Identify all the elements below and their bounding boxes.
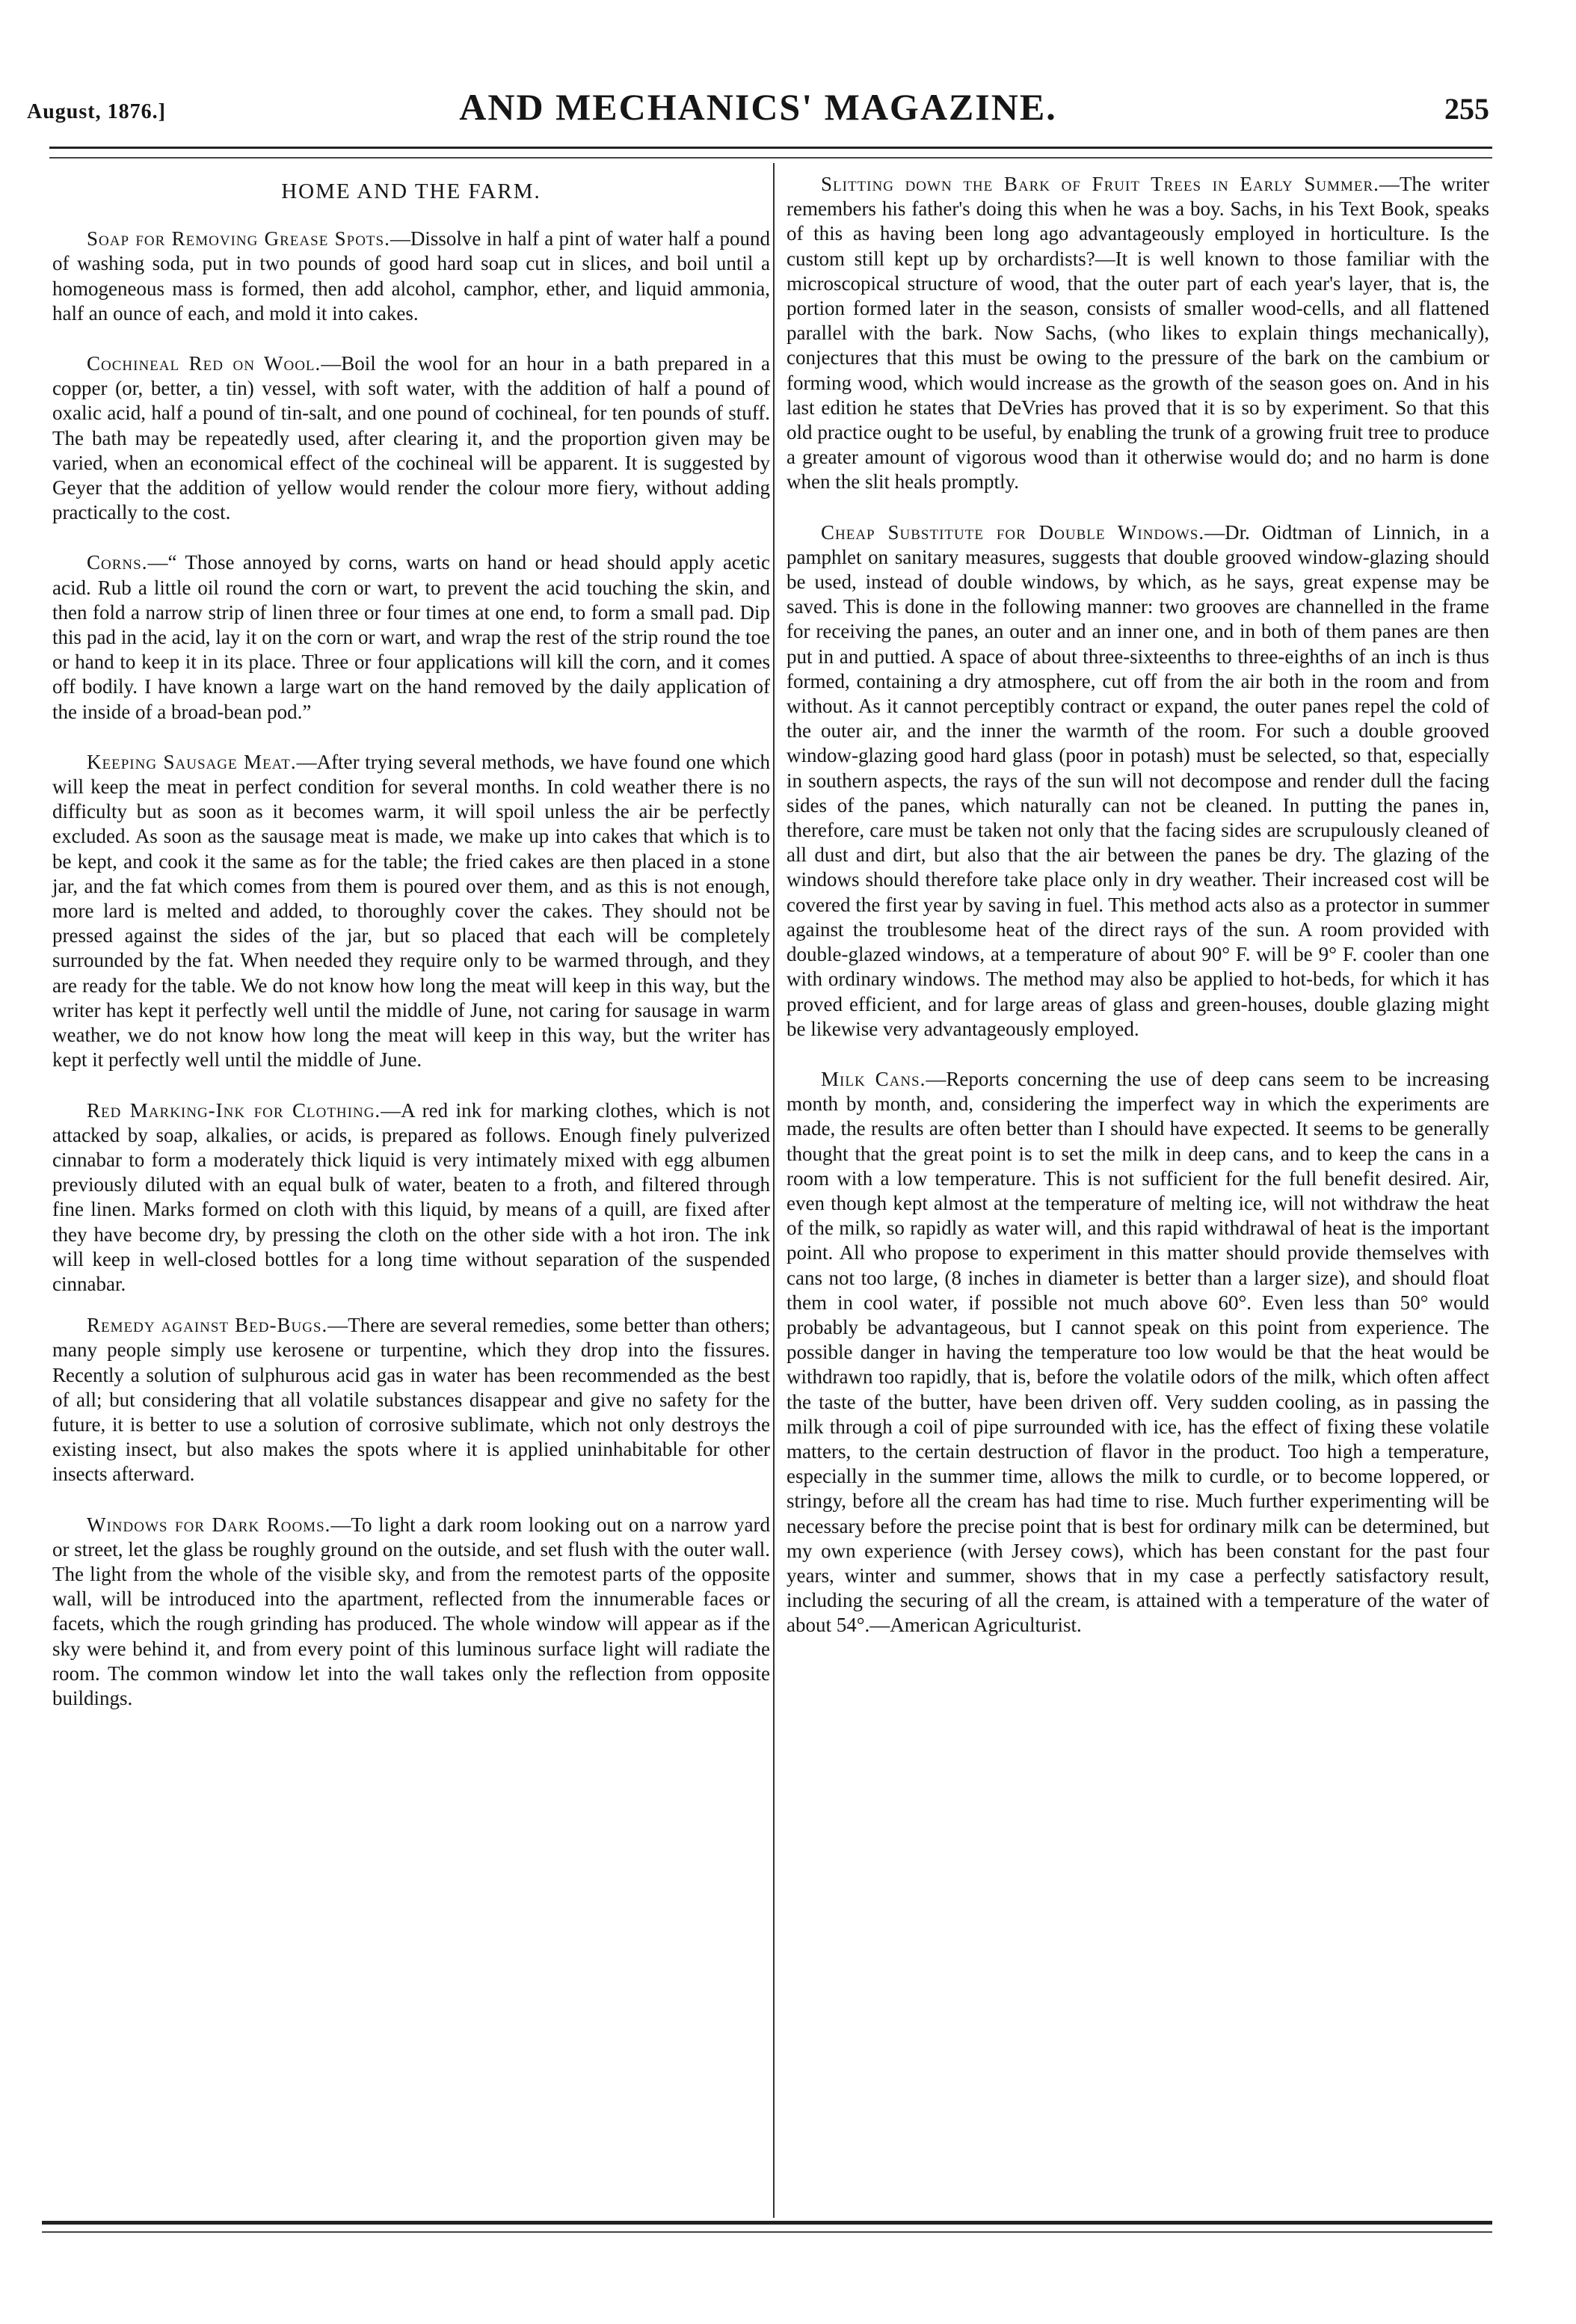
- page-header: [27, 81, 1489, 133]
- left-column: [52, 172, 770, 1736]
- column-divider: [773, 163, 775, 2218]
- article-body: —Dr. Oidtman of Linnich, in a pamphlet on sanitary measures, suggests that double grooved window-glazing should be used, instead of double windows, by which, as he says, great expense may be saved. This is done in the following manner: two grooves are channelled in the frame for receiving the panes, an outer and an inner one, and in both of them panes are then put in and puttied. A space of about three-sixteenths to three-eighths of an inch is thus formed, containing a dry atmosphere, cut off from the air both in the room and from without. As it cannot perceptibly contract or expand, the outer panes repel the cold of the outer air, and the inner the warmth of the room. For such a double grooved window-glazing good hard glass (poor in potash) must be selected, so that, especially in southern aspects, the rays of the sun will not decompose and render dull the facing sides of the panes, which naturally can not be cleaned. In putting the panes in, therefore, care must be taken not only that the facing sides are scrupulously cleaned of all dust and dirt, but also that the air between the panes be dry. The glazing of the windows should therefore take place only in dry weather. Their increased cost will be covered the first year by saving in fuel. This method acts also as a protector in summer against the troublesome heat of the direct rays of the sun. A room provided with double-glazed windows, at a temperature of about 90° F. will be 9° F. cooler than one with ordinary windows. The method may also be applied to hot-beds, for which it has proved efficient, and for large areas of glass and green-houses, double glazing might be likewise very advantageously employed.: [787, 520, 1489, 1040]
- article-cochineal: [52, 351, 770, 525]
- article-lead: Milk Cans.: [821, 1067, 926, 1090]
- article-lead: Corns.: [87, 551, 148, 574]
- bottom-rule: [42, 2221, 1492, 2225]
- article-body: —Dissolve in half a pint of water half a pound of washing soda, put in two pounds of good hard soap cut in slices, and boil until a homogeneous mass is formed, then add alcohol, camphor, ether, and liquid ammonia, half an ounce of each, and mold it into cakes.: [52, 227, 770, 325]
- article-dark-rooms: [52, 1513, 770, 1712]
- magazine-title: AND MECHANICS' MAGAZINE.: [459, 86, 1057, 128]
- article-lead: Remedy against Bed-Bugs.: [87, 1314, 328, 1337]
- article-lead: Cochineal Red on Wool.: [87, 352, 321, 375]
- article-lead: Soap for Removing Grease Spots.: [87, 227, 390, 250]
- right-column: [787, 172, 1489, 1664]
- article-double-windows: [787, 520, 1489, 1042]
- article-body: —To light a dark room looking out on a narrow yard or street, let the glass be roughly ground on the outside, and set flush with the outer wall. The light from the whole of the visible sky, and from the remotest parts of the opposite wall, will be introduced into the apartment, reflected from the innumerable faces or facets, which the rough grinding has produced. The whole window will appear as if the sky were behind it, and from every point of this luminous surface light will radiate the room. The common window let into the wall takes only the reflection from opposite buildings.: [52, 1513, 770, 1709]
- article-soap: [52, 227, 770, 326]
- article-body: —Boil the wool for an hour in a bath prepared in a copper (or, better, a tin) vessel, with soft water, with the addition of half a pound of oxalic acid, half a pound of tin-salt, and one pound of cochineal, for ten pounds of stuff. The bath may be repeatedly used, after clearing it, and the proportion given may be varied, when an economical effect of the cochineal will be apparent. It is suggested by Geyer that the addition of yellow would render the colour more fiery, without adding practically to the cost.: [52, 352, 770, 524]
- article-lead: Cheap Substitute for Double Windows.: [821, 520, 1205, 544]
- article-corns: [52, 550, 770, 724]
- article-marking-ink: [52, 1098, 770, 1297]
- article-lead: Red Marking-Ink for Clothing.: [87, 1098, 381, 1122]
- article-body: —There are several remedies, some better than others; many people simply use kerosene or turpentine, which they drop into the fissures. Recently a solution of sulphurous acid gas in water has been recommended as the best of all; but considering that all volatile substances disappear and give no safety for the future, it is better to use a solution of corrosive sublimate, which not only destroys the existing insect, but also makes the spots where it is applied uninhabitable for other insects afterward.: [52, 1314, 770, 1486]
- article-lead: Keeping Sausage Meat.: [87, 750, 297, 773]
- article-body: —A red ink for marking clothes, which is not attacked by soap, alkalies, or acids, is prepared as follows. Enough finely pulverized cinnabar to form a moderately thick liquid is very intimately mixed with egg albumen previously diluted with an equal bulk of water, beaten to a froth, and filtered through fine linen. Marks formed on cloth with this liquid, by means of a quill, are fixed after they have become dry, by pressing the cloth on the other side with a hot iron. The ink will keep in well-closed bottles for a long time without separation of the suspended cinnabar.: [52, 1098, 770, 1295]
- article-body: —The writer remembers his father's doing this when he was a boy. Sachs, in his Text Book, speaks of this as having been long ago advantageously employed in horticulture. Is the custom still kept up by orchardists?—It is well known to those familiar with the microscopical structure of wood, that the outer part of each year's layer, that is, the portion formed later in the season, consists of smaller wood-cells, and all flattened parallel with the bark. Now Sachs, (who likes to explain things mechanically), conjectures that this must be owing to the pressure of the bark on the cambium or forming wood, which would increase as the growth of the season goes on. And in his last edition he states that DeVries has proved that it is so by experiment. So that this old practice ought to be useful, by enabling the trunk of a growing fruit tree to produce a greater amount of vigorous wood than it otherwise would do; and no harm is done when the slit heals promptly.: [787, 173, 1489, 494]
- article-body: —Reports concerning the use of deep cans seem to be increasing month by month, and, considering the imperfect way in which the experiments are made, the results are often better than I should have expected. It seems to be generally thought that the great point is to set the milk in deep cans, and to keep the cans in a room with a low temperature. This is not sufficient for the full benefit desired. Air, even though kept almost at the temperature of melting ice, will not withdraw the heat of the milk, so rapidly as water will, and this rapid withdrawal of heat is the important point. All who propose to experiment in this matter should provide themselves with cans not too large, (8 inches in diameter is better than a larger size), and should float them in cool water, if possible not much above 60°. Even less than 50° would probably be advantageous, but I cannot speak on this point from experience. The possible danger in having the temperature too low would be that the heat would be withdrawn too rapidly, that is, before the volatile odors of the milk, which often affect the taste of the butter, have been driven off. Very sudden cooling, as in passing the milk through a coil of pipe surrounded with ice, has the effect of fixing these volatile matters, to the certain destruction of flavor in the product. Too high a temperature, especially in the summer time, allows the milk to curdle, or to become loppered, or stringy, before all the cream has had time to rise. Much further experimenting will be necessary before the precise point that is best for ordinary milk can be determined, but my own experience (with Jersey cows), which has been constant for the past four years, winter and summer, shows that in my case a perfectly satisfactory result, including the securing of all the cream, is attained with a temperature of the water of about 54°.—American Agriculturist.: [787, 1067, 1489, 1637]
- article-body: —After trying several methods, we have found one which will keep the meat in perfect condition for several months. In cold weather there is no difficulty but as soon as it becomes warm, it will spoil unless the air be perfectly excluded. As soon as the sausage meat is made, we make up into cakes that which is to be kept, and cook it the same as for the table; the fried cakes are then placed in a stone jar, and the fat which comes from them is poured over them, and as this is not enough, more lard is melted and added, to thoroughly cover the cakes. They should not be pressed against the sides of the jar, but so placed that each will be completely surrounded by the fat. When needed they require only to be warmed through, and they are ready for the table. We do not know how long the meat will keep in this way, but the writer has kept it perfectly well until the middle of June, not caring for sausage in warm weather, we do not know how long the meat will keep in this way, but the writer has kept it perfectly well until the middle of June.: [52, 750, 770, 1072]
- page-number: 255: [1444, 92, 1489, 126]
- article-lead: Windows for Dark Rooms.: [87, 1513, 331, 1536]
- issue-date: August, 1876.]: [27, 100, 166, 123]
- article-body: —“ Those annoyed by corns, warts on hand or head should apply acetic acid. Rub a little oil round the corn or wart, to prevent the acid touching the skin, and then fold a narrow strip of linen three or four times at one end, to form a small pad. Dip this pad in the acid, lay it on the corn or wart, and wrap the rest of the strip round the toe or hand to keep it in its place. Three or four applications will kill the corn, and it comes off bodily. I have known a large wart on the hand removed by the daily application of the inside of a broad-bean pod.”: [52, 551, 770, 723]
- article-bed-bugs: [52, 1313, 770, 1487]
- section-title: HOME AND THE FARM.: [281, 179, 541, 203]
- top-rule: [49, 147, 1492, 149]
- article-lead: Slitting down the Bark of Fruit Trees in Early Summer.: [821, 173, 1379, 195]
- article-slitting-bark: [787, 172, 1489, 495]
- article-sausage: [52, 750, 770, 1073]
- bottom-rule-thin: [42, 2231, 1492, 2233]
- top-rule-thin: [49, 157, 1492, 159]
- article-milk-cans: [787, 1067, 1489, 1638]
